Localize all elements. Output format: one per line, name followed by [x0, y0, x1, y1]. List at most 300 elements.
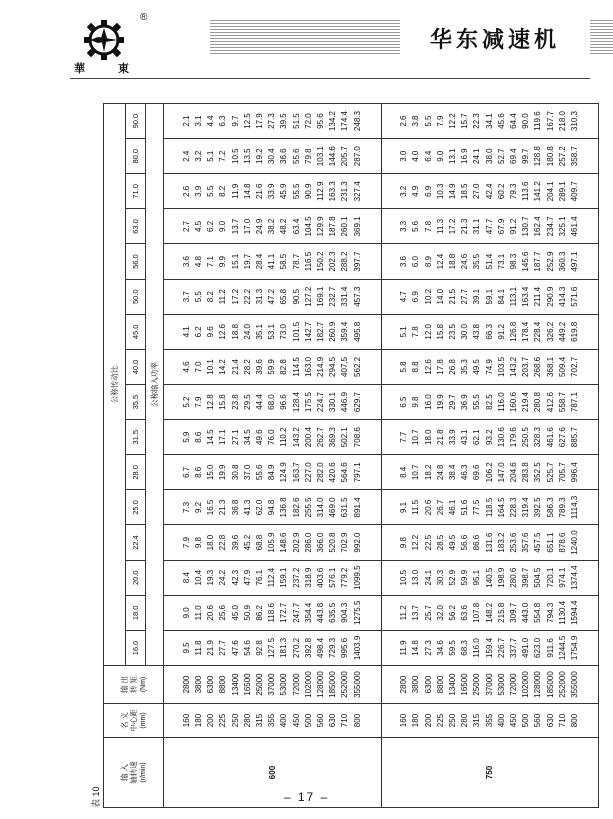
power-value-cell-value: 10.5 — [399, 569, 409, 586]
power-value-cell-value: 58.5 — [279, 253, 289, 270]
center-distance-cell-value: 250 — [230, 713, 240, 728]
power-value-cell-value: 995.6 — [340, 637, 350, 658]
power-value-cell-value: 28.5 — [435, 534, 445, 551]
power-value-cell-value: 14.2 — [218, 359, 228, 375]
power-value-cell-value: 469.0 — [328, 497, 338, 518]
power-value-cell-value: 7.9 — [193, 396, 203, 408]
power-value-cell-value: 3.9 — [193, 185, 203, 197]
speed-block-row — [381, 104, 599, 808]
power-value-cell-value: 18.0 — [206, 534, 216, 551]
power-value-cell-value: 99.7 — [521, 148, 531, 164]
power-value-cell-value: 182.7 — [315, 321, 325, 342]
ratio-header-cell: 22.4 — [126, 525, 146, 560]
brand-box — [400, 18, 590, 58]
power-value-cell-value: 288.2 — [340, 251, 350, 272]
power-value-cell-value: 885.7 — [570, 427, 580, 448]
power-value-cell-value: 576.1 — [328, 567, 338, 588]
power-value-cell-value: 13.7 — [411, 605, 421, 621]
power-value-cell-value: 705.7 — [557, 462, 567, 483]
power-value-cell-value: 140.5 — [484, 567, 494, 588]
power-value-cell-value: 187.8 — [328, 216, 338, 237]
power-value-cell-value: 7.8 — [411, 326, 421, 338]
power-value-cell-value: 148.2 — [484, 602, 494, 623]
power-value-cell-value: 169.1 — [315, 286, 325, 307]
torque-cell-value: 128000 — [533, 671, 543, 698]
power-value-cell-value: 8.4 — [181, 572, 191, 584]
power-value-cell-value: 43.8 — [472, 324, 482, 340]
power-value-cell-value: 175.5 — [303, 392, 313, 413]
power-value-cell-value: 497.1 — [570, 251, 580, 272]
power-value-cell — [164, 560, 382, 595]
power-value-cell-value: 127.2 — [303, 286, 313, 307]
power-value-cell-value: 18.8 — [230, 324, 240, 340]
power-value-cell-value: 13.1 — [448, 148, 458, 164]
ratio-header-cell: 18.0 — [126, 595, 146, 630]
power-value-cell-value: 45.6 — [496, 113, 506, 129]
power-value-cell-value: 9.1 — [399, 501, 409, 513]
power-value-cell-value: 1594.4 — [570, 600, 580, 626]
power-value-cell-value: 12.6 — [218, 324, 228, 340]
power-value-cell-value: 619.8 — [570, 321, 580, 342]
power-value-cell-value: 118.6 — [267, 603, 277, 623]
power-value-cell-value: 253.6 — [509, 532, 519, 553]
power-value-cell-value: 113.1 — [509, 286, 519, 307]
power-value-cell-value: 181.3 — [279, 637, 289, 658]
power-value-cell-value: 18.5 — [460, 183, 470, 200]
power-value-cell-value: 3.6 — [399, 256, 409, 268]
power-value-cell — [164, 244, 382, 279]
power-value-cell — [381, 630, 599, 665]
ratio-header-cell: 56.0 — [126, 244, 146, 279]
power-value-cell-value: 414.3 — [557, 286, 567, 307]
power-value-cell-value: 24.1 — [423, 569, 433, 586]
power-value-cell-value: 128.4 — [291, 392, 301, 413]
power-value-cell-value: 10.5 — [230, 148, 240, 164]
power-value-cell-value: 11.9 — [230, 183, 240, 199]
power-value-cell-value: 1374.4 — [570, 565, 580, 590]
center-distance-cell-value: 180 — [411, 713, 421, 728]
torque-cell-value: 355000 — [352, 671, 362, 698]
power-value-cell-value: 43.1 — [460, 429, 470, 445]
power-value-cell-value: 95.6 — [315, 113, 325, 129]
torque-cell — [381, 666, 599, 704]
power-value-cell-value: 104.5 — [303, 216, 313, 237]
power-value-cell-value: 49.5 — [448, 534, 458, 551]
power-value-cell-value: 368.1 — [545, 356, 555, 377]
power-value-cell-value: 10.4 — [193, 569, 203, 586]
power-value-cell-value: 124.9 — [279, 462, 289, 483]
power-value-cell-value: 7.1 — [206, 256, 216, 268]
power-value-cell-value: 11.2 — [399, 605, 409, 621]
power-value-cell-value: 159.1 — [279, 567, 289, 588]
power-value-cell-value: 7.0 — [193, 361, 203, 373]
power-value-cell-value: 996.4 — [570, 462, 580, 483]
power-value-cell-value: 18.2 — [423, 464, 433, 481]
power-value-cell-value: 8.4 — [399, 466, 409, 478]
power-value-cell-value: 495.8 — [352, 321, 362, 342]
power-value-cell-value: 558.7 — [557, 392, 567, 413]
power-value-cell-value: 4.4 — [206, 115, 216, 127]
power-value-cell-value: 1244.5 — [557, 635, 567, 661]
power-value-cell-value: 974.1 — [557, 567, 567, 588]
power-value-cell-value: 55.6 — [254, 464, 264, 481]
power-value-cell-value: 319.4 — [521, 497, 531, 518]
torque-cell-value: 102000 — [521, 671, 531, 698]
power-value-cell-value: 260.1 — [340, 216, 350, 237]
power-value-cell-value: 318.9 — [303, 567, 313, 588]
power-table — [103, 103, 599, 808]
power-value-cell-value: 5.1 — [399, 326, 409, 338]
power-value-cell-value: 101.5 — [291, 321, 301, 342]
power-value-cell-value: 11.2 — [218, 289, 228, 305]
power-value-cell — [164, 139, 382, 174]
power-value-cell-value: 5.1 — [206, 150, 216, 162]
power-value-cell-value: 200.4 — [303, 427, 313, 448]
power-value-cell-value: 34.1 — [484, 113, 494, 129]
power-title: 公称输入功率 — [146, 104, 164, 666]
torque-cell-value: 3800 — [193, 675, 203, 694]
center-distance-cell-value: 225 — [218, 713, 228, 728]
power-value-cell-value: 82.5 — [484, 394, 494, 410]
power-value-cell-value: 18.0 — [423, 429, 433, 445]
power-value-cell-value: 1130.4 — [557, 600, 567, 625]
power-value-cell-value: 457.5 — [533, 532, 543, 553]
power-value-cell-value: 68.8 — [254, 534, 264, 551]
center-distance-cell-value: 710 — [340, 713, 350, 728]
power-value-cell — [164, 420, 382, 455]
power-value-cell-value: 55.5 — [472, 394, 482, 410]
ratio-header-cell: 40.0 — [126, 349, 146, 384]
power-value-cell-value: 562.2 — [352, 356, 362, 377]
power-value-cell-value: 36.8 — [230, 499, 240, 516]
power-value-cell-value: 5.5 — [193, 291, 203, 303]
input-speed-cell: 600 — [164, 738, 382, 808]
power-value-cell-value: 53.1 — [267, 324, 277, 340]
power-value-cell-value: 36.9 — [460, 394, 470, 410]
power-value-cell-value: 33.9 — [267, 183, 277, 200]
power-value-cell — [381, 595, 599, 630]
input-speed-cell: 750 — [381, 738, 599, 808]
power-value-cell-value: 79.8 — [303, 148, 313, 164]
torque-cell-value: 252000 — [557, 671, 567, 698]
power-value-cell-value: 45.0 — [230, 605, 240, 621]
power-value-cell-value: 8.9 — [423, 256, 433, 268]
power-value-cell-value: 55.5 — [291, 183, 301, 200]
power-value-cell-value: 443.0 — [521, 602, 531, 623]
power-value-cell-value: 369.3 — [328, 427, 338, 448]
power-value-cell-value: 627.6 — [557, 427, 567, 448]
power-value-cell-value: 147.0 — [496, 462, 506, 483]
power-value-cell-value: 51.5 — [291, 113, 301, 129]
power-value-cell-value: 6.9 — [411, 291, 421, 303]
power-value-cell-value: 90.0 — [521, 113, 531, 129]
center-distance-cell-value: 710 — [557, 713, 567, 728]
power-value-cell-value: 163.3 — [328, 181, 338, 202]
center-distance-cell-value: 630 — [328, 713, 338, 728]
power-value-cell-value: 219.4 — [521, 392, 531, 413]
power-value-cell-value: 27.7 — [218, 640, 228, 656]
power-value-cell-value: 54.6 — [242, 640, 252, 656]
power-value-cell-value: 226.7 — [496, 637, 506, 658]
power-value-cell-value: 15.0 — [206, 464, 216, 481]
center-distance-cell-value: 355 — [267, 713, 277, 728]
power-value-cell-value: 392.5 — [533, 497, 543, 518]
power-value-cell-value: 352.5 — [533, 462, 543, 483]
power-value-cell-value: 5.6 — [411, 220, 421, 232]
power-value-cell-value: 17.2 — [448, 218, 458, 235]
power-value-cell-value: 19.2 — [254, 148, 264, 164]
power-value-cell-value: 51.6 — [460, 499, 470, 516]
speed-block-row — [164, 104, 382, 808]
power-value-cell-value: 702.9 — [340, 532, 350, 553]
power-value-cell-value: 10.2 — [423, 288, 433, 305]
power-value-cell-value: 8.8 — [411, 361, 421, 373]
power-value-cell — [164, 104, 382, 139]
power-value-cell-value: 3.8 — [411, 115, 421, 127]
power-value-cell-value: 787.1 — [570, 392, 580, 413]
power-value-cell-value: 142.7 — [303, 321, 313, 342]
power-value-cell-value: 167.7 — [545, 111, 555, 132]
power-value-cell-value: 204.1 — [545, 181, 555, 202]
power-value-cell-value: 39.6 — [254, 359, 264, 375]
power-value-cell — [164, 349, 382, 384]
power-value-cell-value: 42.3 — [230, 569, 240, 586]
power-value-cell-value: 182.6 — [291, 497, 301, 518]
logo-char-1: 華 — [74, 63, 85, 75]
power-value-cell-value: 198.9 — [496, 567, 506, 588]
power-value-cell-value: 62.1 — [472, 429, 482, 445]
center-distance-cell-value: 250 — [448, 713, 458, 728]
power-value-cell-value: 29.5 — [242, 394, 252, 410]
power-value-cell-value: 443.8 — [315, 602, 325, 623]
power-value-cell-value: 98.3 — [509, 253, 519, 270]
power-value-cell-value: 32.0 — [435, 605, 445, 621]
power-value-cell-value: 6.5 — [399, 396, 409, 408]
center-distance-cell-value: 400 — [496, 713, 506, 728]
power-value-cell-value: 525.7 — [545, 462, 555, 483]
power-value-cell-value: 4.8 — [193, 256, 203, 268]
power-value-cell-value: 7.2 — [218, 150, 228, 162]
power-value-cell — [381, 385, 599, 420]
power-value-cell-value: 9.7 — [230, 115, 240, 127]
power-value-cell-value: 420.6 — [328, 462, 338, 483]
power-value-cell-value: 7.9 — [435, 115, 445, 127]
center-distance-cell-value: 280 — [242, 713, 252, 728]
center-distance-cell-value: 200 — [206, 713, 216, 728]
power-value-cell-value: 60.2 — [496, 183, 506, 200]
power-value-cell-value: 360.3 — [557, 251, 567, 272]
power-value-cell-value: 72.0 — [303, 113, 313, 129]
power-value-cell — [381, 525, 599, 560]
output-torque-header: 输 出 转 矩 (Nm) — [104, 666, 164, 704]
power-value-cell-value: 2.6 — [399, 115, 409, 127]
torque-cell-value: 2800 — [181, 675, 191, 694]
power-value-cell-value: 211.4 — [533, 286, 543, 307]
power-value-cell-value: 69.6 — [472, 464, 482, 481]
ratio-header-cell: 45.0 — [126, 314, 146, 349]
power-value-cell-value: 5.8 — [399, 361, 409, 373]
center-distance-cell-value: 560 — [315, 713, 325, 728]
power-value-cell-value: 59.9 — [460, 569, 470, 586]
power-value-cell-value: 262.7 — [315, 427, 325, 448]
power-value-cell-value: 205.7 — [340, 146, 350, 167]
power-value-cell-value: 48.2 — [279, 218, 289, 235]
power-value-cell-value: 106.2 — [484, 462, 494, 483]
power-value-cell-value: 461.4 — [570, 216, 580, 237]
power-value-cell-value: 59.9 — [267, 359, 277, 375]
power-value-cell-value: 280.6 — [509, 567, 519, 588]
power-value-cell-value: 34.5 — [242, 429, 252, 445]
center-distance-cell-value: 315 — [254, 713, 264, 728]
power-value-cell-value: 331.4 — [340, 286, 350, 307]
power-value-cell-value: 90.9 — [303, 183, 313, 200]
power-value-cell-value: 270.2 — [291, 637, 301, 658]
ratio-header-cell: 16.0 — [126, 630, 146, 665]
ratio-header-cell: 63.0 — [126, 209, 146, 244]
power-value-cell-value: 38.4 — [448, 464, 458, 481]
power-value-cell-value: 878.6 — [557, 532, 567, 553]
power-value-cell-value: 449.2 — [557, 321, 567, 342]
power-value-cell-value: 12.5 — [242, 113, 252, 129]
power-value-cell-value: 3.1 — [193, 115, 203, 127]
power-value-cell-value: 398.7 — [521, 567, 531, 588]
power-value-cell-value: 4.0 — [411, 150, 421, 162]
torque-cell-value: 252000 — [340, 671, 350, 698]
torque-cell-value: 37000 — [267, 673, 277, 696]
power-value-cell-value: 86.6 — [472, 534, 482, 551]
ratio-header-cell: 71.0 — [126, 174, 146, 209]
power-value-cell-value: 14.0 — [435, 288, 445, 305]
power-value-cell-value: 15.8 — [218, 394, 228, 410]
power-value-cell-value: 228.3 — [509, 497, 519, 518]
header-rule — [70, 78, 590, 79]
torque-cell-value: 25000 — [472, 673, 482, 696]
power-value-cell-value: 461.6 — [545, 427, 555, 448]
power-value-cell-value: 286.0 — [303, 532, 313, 553]
power-value-cell — [381, 455, 599, 490]
power-value-cell-value: 502.1 — [340, 427, 350, 448]
center-distance-cell-value: 400 — [279, 713, 289, 728]
power-value-cell-value: 779.2 — [340, 567, 350, 588]
power-value-cell-value: 1754.9 — [570, 635, 580, 661]
power-value-cell-value: 911.6 — [545, 638, 555, 658]
power-value-cell-value: 21.5 — [448, 288, 458, 305]
power-value-cell-value: 7.3 — [181, 501, 191, 513]
power-value-cell-value: 84.1 — [496, 288, 506, 305]
power-value-cell-value: 134.2 — [328, 111, 338, 132]
power-value-cell-value: 9.8 — [411, 396, 421, 408]
power-value-cell-value: 4.7 — [399, 291, 409, 303]
power-value-cell-value: 358.7 — [570, 146, 580, 167]
power-value-cell-value: 224.7 — [315, 392, 325, 413]
power-value-cell-value: 4.5 — [193, 220, 203, 232]
power-value-cell-value: 797.1 — [352, 462, 362, 483]
center-distance-cell-value: 450 — [509, 713, 519, 728]
power-value-cell-value: 15.8 — [435, 324, 445, 340]
power-value-cell-value: 6.2 — [206, 220, 216, 232]
power-value-cell-value: 47.6 — [230, 640, 240, 656]
power-value-cell-value: 112.4 — [267, 567, 277, 588]
power-value-cell-value: 22.3 — [472, 113, 482, 129]
power-value-cell-value: 9.0 — [181, 607, 191, 619]
power-value-cell-value: 30.8 — [230, 464, 240, 481]
power-value-cell-value: 310.3 — [570, 111, 580, 132]
torque-cell-value: 8800 — [218, 675, 228, 694]
center-distance-cell-value: 315 — [472, 713, 482, 728]
power-value-cell-value: 789.3 — [557, 497, 567, 518]
power-value-cell-value: 148.6 — [279, 532, 289, 553]
power-value-cell-value: 260.9 — [328, 321, 338, 342]
power-value-cell-value: 330.1 — [328, 392, 338, 413]
power-value-cell-value: 12.6 — [423, 359, 433, 375]
power-value-cell — [381, 104, 599, 139]
center-distance-cell-value: 500 — [303, 713, 313, 728]
power-value-cell-value: 15.1 — [230, 253, 240, 270]
power-value-cell-value: 29.7 — [448, 394, 458, 410]
power-value-cell-value: 203.7 — [521, 356, 531, 377]
power-value-cell-value: 27.3 — [267, 113, 277, 129]
power-value-cell-value: 904.3 — [340, 602, 350, 623]
power-value-cell-value: 143.2 — [291, 427, 301, 448]
power-value-cell-value: 68.0 — [267, 394, 277, 410]
power-value-cell-value: 180.8 — [545, 146, 555, 167]
power-value-cell-value: 76.1 — [254, 569, 264, 586]
power-value-cell — [164, 314, 382, 349]
power-value-cell-value: 50.9 — [242, 605, 252, 621]
brand-title: 华东减速机 — [429, 27, 560, 53]
torque-cell-value: 25000 — [254, 673, 264, 696]
power-value-cell-value: 248.3 — [352, 111, 362, 132]
power-value-cell-value: 162.4 — [533, 216, 543, 237]
power-value-cell-value: 314.0 — [315, 497, 325, 518]
power-value-cell-value: 228.4 — [533, 321, 543, 342]
power-value-cell-value: 55.6 — [291, 148, 301, 164]
power-value-cell-value: 141.2 — [533, 181, 543, 202]
power-value-cell-value: 11.8 — [193, 640, 203, 656]
power-value-cell-value: 232.7 — [328, 286, 338, 307]
torque-cell-value: 6300 — [423, 675, 433, 694]
power-value-cell — [164, 630, 382, 665]
power-value-cell-value: 47.7 — [484, 218, 494, 235]
power-value-cell-value: 42.4 — [484, 183, 494, 200]
power-value-cell-value: 68.3 — [460, 640, 470, 656]
power-value-cell-value: 30.4 — [267, 148, 277, 164]
power-value-cell-value: 992.0 — [352, 532, 362, 553]
power-value-cell-value: 520.8 — [328, 532, 338, 553]
center-distance-cell-value: 160 — [399, 713, 409, 728]
power-value-cell-value: 392.8 — [303, 637, 313, 658]
power-value-cell-value: 145.6 — [521, 251, 531, 272]
power-value-cell-value: 504.5 — [533, 567, 543, 588]
power-value-cell-value: 19.9 — [218, 464, 228, 481]
power-value-cell-value: 47.2 — [267, 288, 277, 305]
power-value-cell-value: 15.7 — [460, 113, 470, 129]
power-value-cell-value: 17.9 — [254, 113, 264, 129]
center-distance-cell-value: 180 — [193, 713, 203, 728]
power-value-cell-value: 11.0 — [193, 605, 203, 621]
power-value-cell-value: 150.2 — [315, 251, 325, 272]
power-value-cell-value: 105.9 — [267, 532, 277, 553]
power-value-cell-value: 49.6 — [254, 429, 264, 445]
power-value-cell-value: 69.4 — [509, 148, 519, 164]
power-value-cell-value: 22.8 — [218, 534, 228, 551]
power-value-cell-value: 412.6 — [545, 392, 555, 413]
power-value-cell-value: 328.3 — [533, 427, 543, 448]
power-value-cell-value: 163.7 — [291, 462, 301, 483]
power-value-cell-value: 51.4 — [484, 253, 494, 270]
power-value-cell-value: 41.1 — [267, 253, 277, 270]
power-value-cell-value: 309.7 — [509, 602, 519, 623]
